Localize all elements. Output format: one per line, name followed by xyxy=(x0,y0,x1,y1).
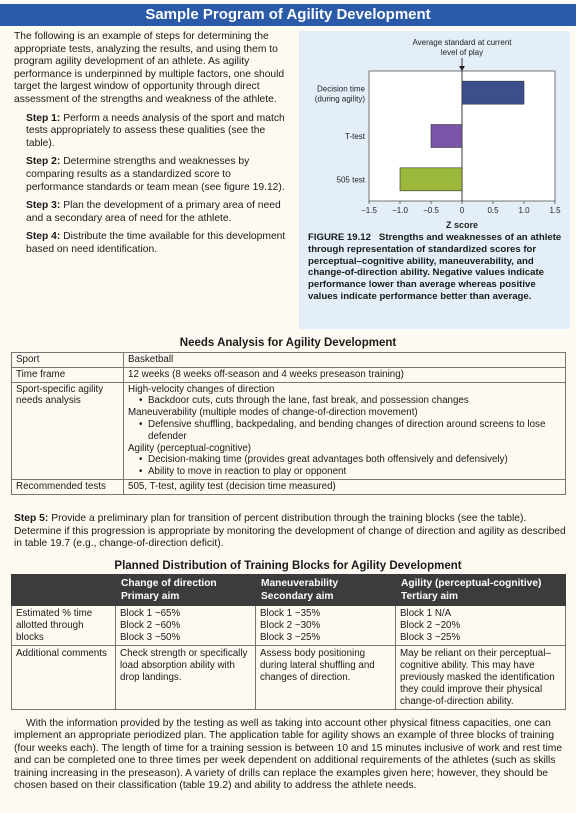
category-label: Decision time xyxy=(316,84,365,94)
row-value: 12 weeks (8 weeks off-season and 4 weeks preseason training) xyxy=(124,367,566,382)
needs-heading: Agility (perceptual-cognitive) xyxy=(128,442,252,454)
header-name: Change of direction xyxy=(121,578,217,589)
step-text: Plan the development of a primary area of need and a secondary area of need for the athlete. xyxy=(26,200,281,224)
table-row xyxy=(12,646,566,710)
x-tick-label: −1.5 xyxy=(361,206,377,215)
step-2 xyxy=(26,156,290,194)
header-aim: Primary aim xyxy=(121,591,180,602)
figure-panel xyxy=(299,31,570,329)
row-value xyxy=(124,382,566,479)
step-label: Step 1: xyxy=(26,112,61,124)
table-row xyxy=(12,479,566,494)
closing-paragraph: With the information provided by the testing as well as taking into account other physical fitness capacities, one can implement an appropriate periodized plan. The application table for agility shows an example of three blocks of training (four weeks each). The length of time for a training session is between 10 and 15 minutes inclusive of work and rest time and can be completed one to three times per week dependent on additional requirements of the athletes (such as skills training increasing in the preseason). A variety of drills can replace the examples given here; however, they should be chosen based on their classification (table 19.2) and ability to address the athlete needs. xyxy=(14,718,563,792)
step-text: Determine strengths and weaknesses by comparing results as a standardized score to performance standards or team mean (see figure 19.12). xyxy=(26,156,285,193)
category-label: (during agility) xyxy=(314,94,365,104)
annotation-line: Average standard at current xyxy=(412,38,512,47)
row-label: Estimated % time allotted through blocks xyxy=(12,606,116,646)
header-aim: Tertiary aim xyxy=(401,591,459,602)
zscore-chart xyxy=(299,31,570,231)
block-value: Block 3 ~50% xyxy=(120,631,181,643)
list-item: • Defensive shuffling, backpedaling, and bending changes of direction around screens to lose defender xyxy=(148,419,561,443)
table-cell xyxy=(396,606,566,646)
header-cell xyxy=(116,575,256,606)
list-item: • Decision-making time (provides great advantages both offensively and defensively) xyxy=(148,454,561,466)
step-3 xyxy=(26,200,290,225)
block-value: Block 3 ~25% xyxy=(260,631,321,643)
needs-list xyxy=(128,454,561,478)
x-tick-label: 1.5 xyxy=(549,206,561,215)
needs-heading: Maneuverability (multiple modes of change-of-direction movement) xyxy=(128,407,418,419)
table-row xyxy=(12,382,566,479)
table-cell: Assess body positioning during lateral shuffling and changes of direction. xyxy=(256,646,396,710)
row-label: Recommended tests xyxy=(12,479,124,494)
table-cell: May be reliant on their perceptual–cognitive ability. This may have previously masked the identification they could improve their physical change-of-direction ability. xyxy=(396,646,566,710)
category-label: 505 test xyxy=(336,175,365,185)
table-row xyxy=(12,367,566,382)
row-value: 505, T-test, agility test (decision time measured) xyxy=(124,479,566,494)
x-tick-label: −0.5 xyxy=(423,206,439,215)
step-5 xyxy=(14,513,566,551)
intro-column xyxy=(14,31,290,263)
header-name: Agility (perceptual-cognitive) xyxy=(401,578,542,589)
table-cell xyxy=(256,606,396,646)
step-label: Step 3: xyxy=(26,200,61,212)
step-text: Distribute the time available for this development based on need identification. xyxy=(26,231,286,255)
planned-distribution-table xyxy=(11,574,566,710)
x-tick-label: 0 xyxy=(459,206,465,215)
block-value: Block 3 ~25% xyxy=(400,631,461,643)
block-value: Block 2 ~20% xyxy=(400,619,461,631)
header-aim: Secondary aim xyxy=(261,591,334,602)
block-value: Block 1 ~65% xyxy=(120,608,181,619)
header-name: Maneuverability xyxy=(261,578,338,589)
needs-list xyxy=(128,419,561,443)
block-value: Block 1 ~35% xyxy=(260,608,321,619)
header-cell xyxy=(256,575,396,606)
bar xyxy=(431,125,462,148)
step-1 xyxy=(26,113,290,151)
step-label: Step 4: xyxy=(26,231,61,243)
row-label: Sport xyxy=(12,353,124,368)
x-axis-label: Z score xyxy=(445,220,479,230)
table-cell xyxy=(116,606,256,646)
table-row xyxy=(12,606,566,646)
annotation-line: level of play xyxy=(440,48,484,57)
category-label: T-test xyxy=(344,132,365,141)
row-label: Additional comments xyxy=(12,646,116,710)
step-label: Step 2: xyxy=(26,156,61,168)
step-text: Provide a preliminary plan for transition of percent distribution through the training blocks (see the table). Determine if this progression is appropriate by monitoring the development of change of direction and agility as described in table 19.7 (e.g., change-of-direction deficit). xyxy=(14,513,566,550)
header-cell xyxy=(396,575,566,606)
caption-text: Strengths and weaknesses of an athlete through representation of standardized scores for perceptual–cognitive ability, maneuverability, and change-of-direction ability. Negative values indicate performance lower than average whereas positive values indicate performance better than average. xyxy=(308,232,562,302)
plan-table-title: Planned Distribution of Training Blocks for Agility Development xyxy=(114,560,462,572)
list-item: • Backdoor cuts, cuts through the lane, fast break, and possession changes xyxy=(148,395,561,407)
table-cell: Check strength or specifically load absorption ability with drop landings. xyxy=(116,646,256,710)
block-value: Block 2 ~30% xyxy=(260,619,321,631)
arrow-head xyxy=(459,66,465,71)
needs-list xyxy=(128,395,561,407)
bar xyxy=(400,168,462,191)
table-header-row xyxy=(12,575,566,606)
intro-paragraph: The following is an example of steps for determining the appropriate tests, analyzing the results, and using them to program agility development of an athlete. As agility performance is underpinned by multiple factors, one should target the largest window of opportunity through direct assessment of the strengths and weakness of the athlete. xyxy=(14,31,285,105)
list-item: • Ability to move in reaction to play or opponent xyxy=(148,466,561,478)
row-value: Basketball xyxy=(124,353,566,368)
x-tick-label: 0.5 xyxy=(487,206,499,215)
needs-heading: High-velocity changes of direction xyxy=(128,383,275,395)
step-label: Step 5: xyxy=(14,513,49,524)
caption-label: FIGURE 19.12 xyxy=(308,232,371,243)
x-tick-label: 1.0 xyxy=(518,206,530,215)
figure-caption xyxy=(308,232,564,303)
block-value: Block 1 N/A xyxy=(400,608,452,619)
table-row xyxy=(12,353,566,368)
step-4 xyxy=(26,231,290,256)
row-label: Time frame xyxy=(12,367,124,382)
step-text: Perform a needs analysis of the sport and match tests appropriately to assess these qualities (see the table). xyxy=(26,112,285,149)
header-blank xyxy=(12,575,116,606)
page-title: Sample Program of Agility Development xyxy=(0,4,576,26)
block-value: Block 2 ~60% xyxy=(120,619,181,631)
bar xyxy=(462,81,524,104)
x-tick-label: −1.0 xyxy=(392,206,408,215)
row-label: Sport-specific agility needs analysis xyxy=(12,382,124,479)
needs-analysis-table xyxy=(11,352,566,495)
needs-table-title: Needs Analysis for Agility Development xyxy=(179,337,397,349)
